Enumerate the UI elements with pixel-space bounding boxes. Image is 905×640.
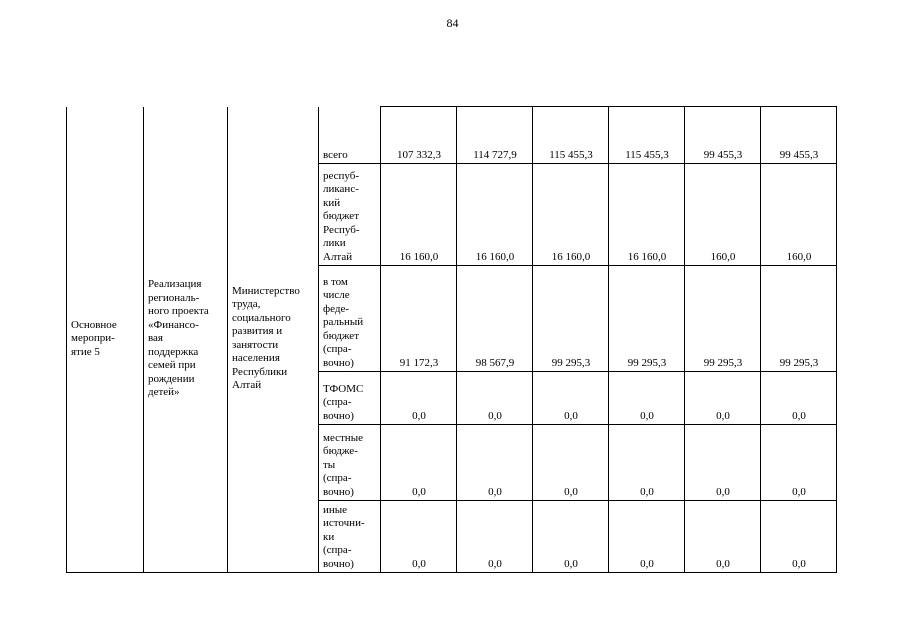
value-cell: 16 160,0 [457, 164, 533, 266]
value-cell: 99 295,3 [609, 266, 685, 372]
funding-source-cell-line: ты [323, 458, 336, 471]
value-cell: 0,0 [685, 372, 761, 425]
value-cell: 107 332,3 [381, 107, 457, 164]
funding-source-cell-line: иные [323, 503, 348, 516]
project-name-cell-line: региональ- [148, 291, 200, 304]
project-name-cell-line: «Финансо- [148, 318, 199, 331]
project-name-cell-line: Реализация [148, 278, 202, 290]
value-cell: 16 160,0 [381, 164, 457, 266]
funding-source-cell-line: кий [323, 196, 341, 209]
value-cell: 91 172,3 [381, 266, 457, 372]
funding-source-cell-line: бюджет [323, 210, 359, 222]
funding-source-cell [319, 266, 381, 372]
funding-source-cell-line: всего [323, 148, 348, 161]
funding-source-cell-line: вочно) [323, 485, 354, 498]
value-cell: 0,0 [381, 501, 457, 573]
funding-source-cell-line: (спра- [323, 343, 352, 355]
value-cell: 115 455,3 [609, 107, 685, 164]
value-cell: 0,0 [609, 425, 685, 501]
event-name-cell-line: Основное [71, 318, 117, 331]
funding-source-cell-line: вочно) [323, 409, 354, 422]
funding-source-cell-line: ликанс- [323, 183, 359, 195]
project-name-cell-line: ного проекта [148, 305, 209, 317]
funding-source-cell-line: (спра- [323, 396, 352, 408]
event-name-cell-line: меропри- [71, 332, 115, 344]
value-cell: 99 295,3 [761, 266, 837, 372]
funding-source-cell [319, 501, 381, 573]
funding-source-cell [319, 164, 381, 266]
executor-cell-line: социального [232, 311, 291, 324]
executor-cell-line: развития и [232, 325, 283, 338]
value-cell: 0,0 [457, 372, 533, 425]
funding-source-cell-line: местные [323, 431, 363, 444]
value-cell: 0,0 [685, 425, 761, 501]
project-name-cell-line: вая [148, 332, 163, 344]
value-cell: 99 455,3 [761, 107, 837, 164]
funding-source-cell-line: ки [323, 530, 335, 543]
executor-cell-line: Алтай [232, 379, 262, 392]
funding-source-cell-line: респуб- [323, 169, 360, 182]
funding-source-cell [319, 372, 381, 425]
value-cell: 160,0 [761, 164, 837, 266]
value-cell: 0,0 [457, 501, 533, 573]
value-cell: 114 727,9 [457, 107, 533, 164]
project-name-cell-line: детей» [148, 386, 180, 398]
funding-source-cell-line: в том [323, 275, 348, 288]
funding-source-cell-line: вочно) [323, 356, 354, 369]
table-row [67, 107, 837, 164]
value-cell: 99 295,3 [685, 266, 761, 372]
funding-source-cell-line: Респуб- [323, 223, 360, 236]
value-cell: 0,0 [533, 425, 609, 501]
funding-source-cell-line: бюджет [323, 329, 359, 342]
event-name-cell [67, 107, 144, 573]
value-cell: 115 455,3 [533, 107, 609, 164]
executor-cell-line: Министерство [232, 284, 300, 297]
value-cell: 160,0 [685, 164, 761, 266]
value-cell: 0,0 [761, 425, 837, 501]
funding-table-body [67, 107, 837, 573]
value-cell: 0,0 [381, 372, 457, 425]
funding-source-cell-line: ТФОМС [323, 382, 364, 395]
funding-source-cell-line: феде- [323, 302, 350, 315]
value-cell: 0,0 [457, 425, 533, 501]
value-cell: 0,0 [533, 372, 609, 425]
project-name-cell [144, 107, 228, 573]
executor-cell-line: Республики [232, 365, 288, 378]
funding-source-cell-line: (спра- [323, 472, 352, 484]
executor-cell [228, 107, 319, 573]
value-cell: 0,0 [533, 501, 609, 573]
value-cell: 16 160,0 [609, 164, 685, 266]
funding-source-cell-line: источни- [323, 517, 365, 529]
executor-cell-line: труда, [232, 298, 261, 311]
value-cell: 0,0 [609, 501, 685, 573]
value-cell: 99 455,3 [685, 107, 761, 164]
project-name-cell-line: рождении [148, 372, 195, 385]
funding-source-cell-line: Алтай [323, 250, 353, 263]
value-cell: 0,0 [381, 425, 457, 501]
value-cell: 0,0 [685, 501, 761, 573]
project-name-cell-line: поддержка [148, 345, 199, 358]
funding-source-cell-line: вочно) [323, 557, 354, 570]
funding-source-cell-line: ральный [323, 316, 364, 328]
page-number: 84 [446, 16, 459, 30]
event-name-cell-line: ятие 5 [71, 345, 100, 358]
value-cell: 16 160,0 [533, 164, 609, 266]
funding-source-cell-line: числе [323, 289, 350, 301]
executor-cell-line: населения [232, 352, 280, 365]
funding-source-cell [319, 107, 381, 164]
project-name-cell-line: семей при [148, 359, 196, 371]
value-cell: 0,0 [609, 372, 685, 425]
value-cell: 98 567,9 [457, 266, 533, 372]
value-cell: 0,0 [761, 372, 837, 425]
value-cell: 0,0 [761, 501, 837, 573]
funding-source-cell [319, 425, 381, 501]
value-cell: 99 295,3 [533, 266, 609, 372]
executor-cell-line: занятости [232, 338, 279, 351]
funding-source-cell-line: бюдже- [323, 445, 358, 457]
funding-source-cell-line: лики [323, 237, 346, 249]
funding-table [66, 106, 837, 573]
funding-source-cell-line: (спра- [323, 544, 352, 556]
